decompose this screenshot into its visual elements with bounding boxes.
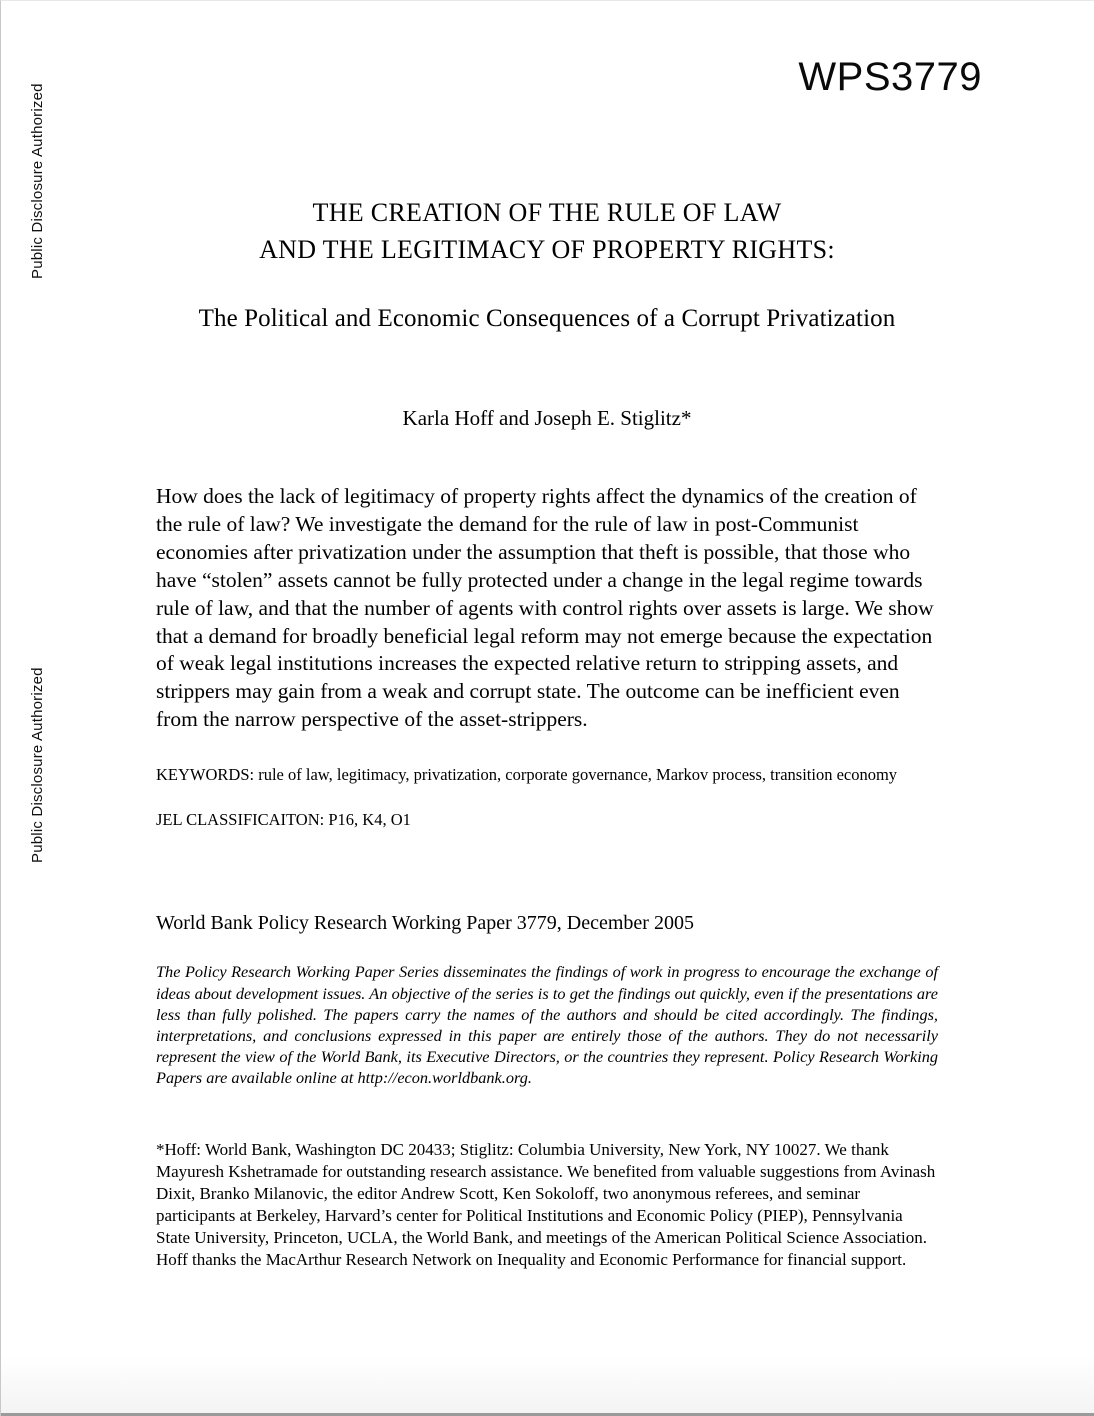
keywords-line: KEYWORDS: rule of law, legitimacy, privatization, corporate governance, Markov process, transition economy — [156, 765, 898, 785]
title-line-2: AND THE LEGITIMACY OF PROPERTY RIGHTS: — [259, 234, 835, 264]
public-disclosure-stamp-top-label: Public Disclosure Authorized — [29, 83, 46, 279]
page-subtitle: The Political and Economic Consequences of a Corrupt Privatization — [198, 304, 896, 332]
public-disclosure-stamp-top — [1, 29, 46, 279]
document-content — [156, 1, 938, 1271]
series-disclaimer: The Policy Research Working Paper Series disseminates the findings of work in progress to encourage the exchange of ideas about development issues. An objective of the series is to get the findings out quickly, even if the presentations are less than fully polished. The papers carry the names of the authors and should be cited accordingly. The findings, interpretations, and conclusions expressed in this paper are entirely those of the authors. They do not necessarily represent the view of the World Bank, its Executive Directors, or the countries they represent. Policy Research Working Papers are available online at http://econ.worldbank.org. — [156, 962, 938, 1088]
author-footnote: *Hoff: World Bank, Washington DC 20433; Stiglitz: Columbia University, New York, NY 10027. We thank Mayuresh Kshetramade for outstanding research assistance. We benefited from valuable suggestions from Avinash Dixit, Branko Milanovic, the editor Andrew Scott, Ken Sokoloff, two anonymous referees, and seminar participants at Berkeley, Harvard’s center for Political Institutions and Economic Policy (PIEP), Pennsylvania State University, Princeton, UCLA, the World Bank, and meetings of the American Political Science Association. Hoff thanks the MacArthur Research Network on Inequality and Economic Performance for financial support. — [156, 1139, 936, 1269]
page-bottom-edge — [1, 1356, 1094, 1416]
public-disclosure-stamp-middle — [1, 613, 46, 863]
title-line-1: THE CREATION OF THE RULE OF LAW — [312, 198, 782, 227]
authors-line: Karla Hoff and Joseph E. Stiglitz* — [402, 405, 692, 430]
jel-classification-line: JEL CLASSIFICAITON: P16, K4, O1 — [156, 810, 411, 830]
working-paper-number: WPS3779 — [798, 55, 982, 99]
public-disclosure-stamp-middle-label: Public Disclosure Authorized — [29, 667, 46, 863]
abstract-paragraph: How does the lack of legitimacy of property rights affect the dynamics of the creation of the rule of law? We investigate the demand for the rule of law in post-Communist economies after privatization under the assumption that theft is possible, that those who have “stolen” assets cannot be fully protected under a change in the legal regime towards rule of law, and that the number of agents with control rights over assets is large. We show that a demand for broadly beneficial legal reform may not emerge because the expectation of weak legal institutions increases the expected relative return to stripping assets, and strippers may gain from a weak and corrupt state. The outcome can be inefficient even from the narrow perspective of the asset-strippers. — [156, 483, 934, 732]
working-paper-citation: World Bank Policy Research Working Paper 3779, December 2005 — [156, 912, 694, 935]
page-title — [156, 195, 938, 269]
